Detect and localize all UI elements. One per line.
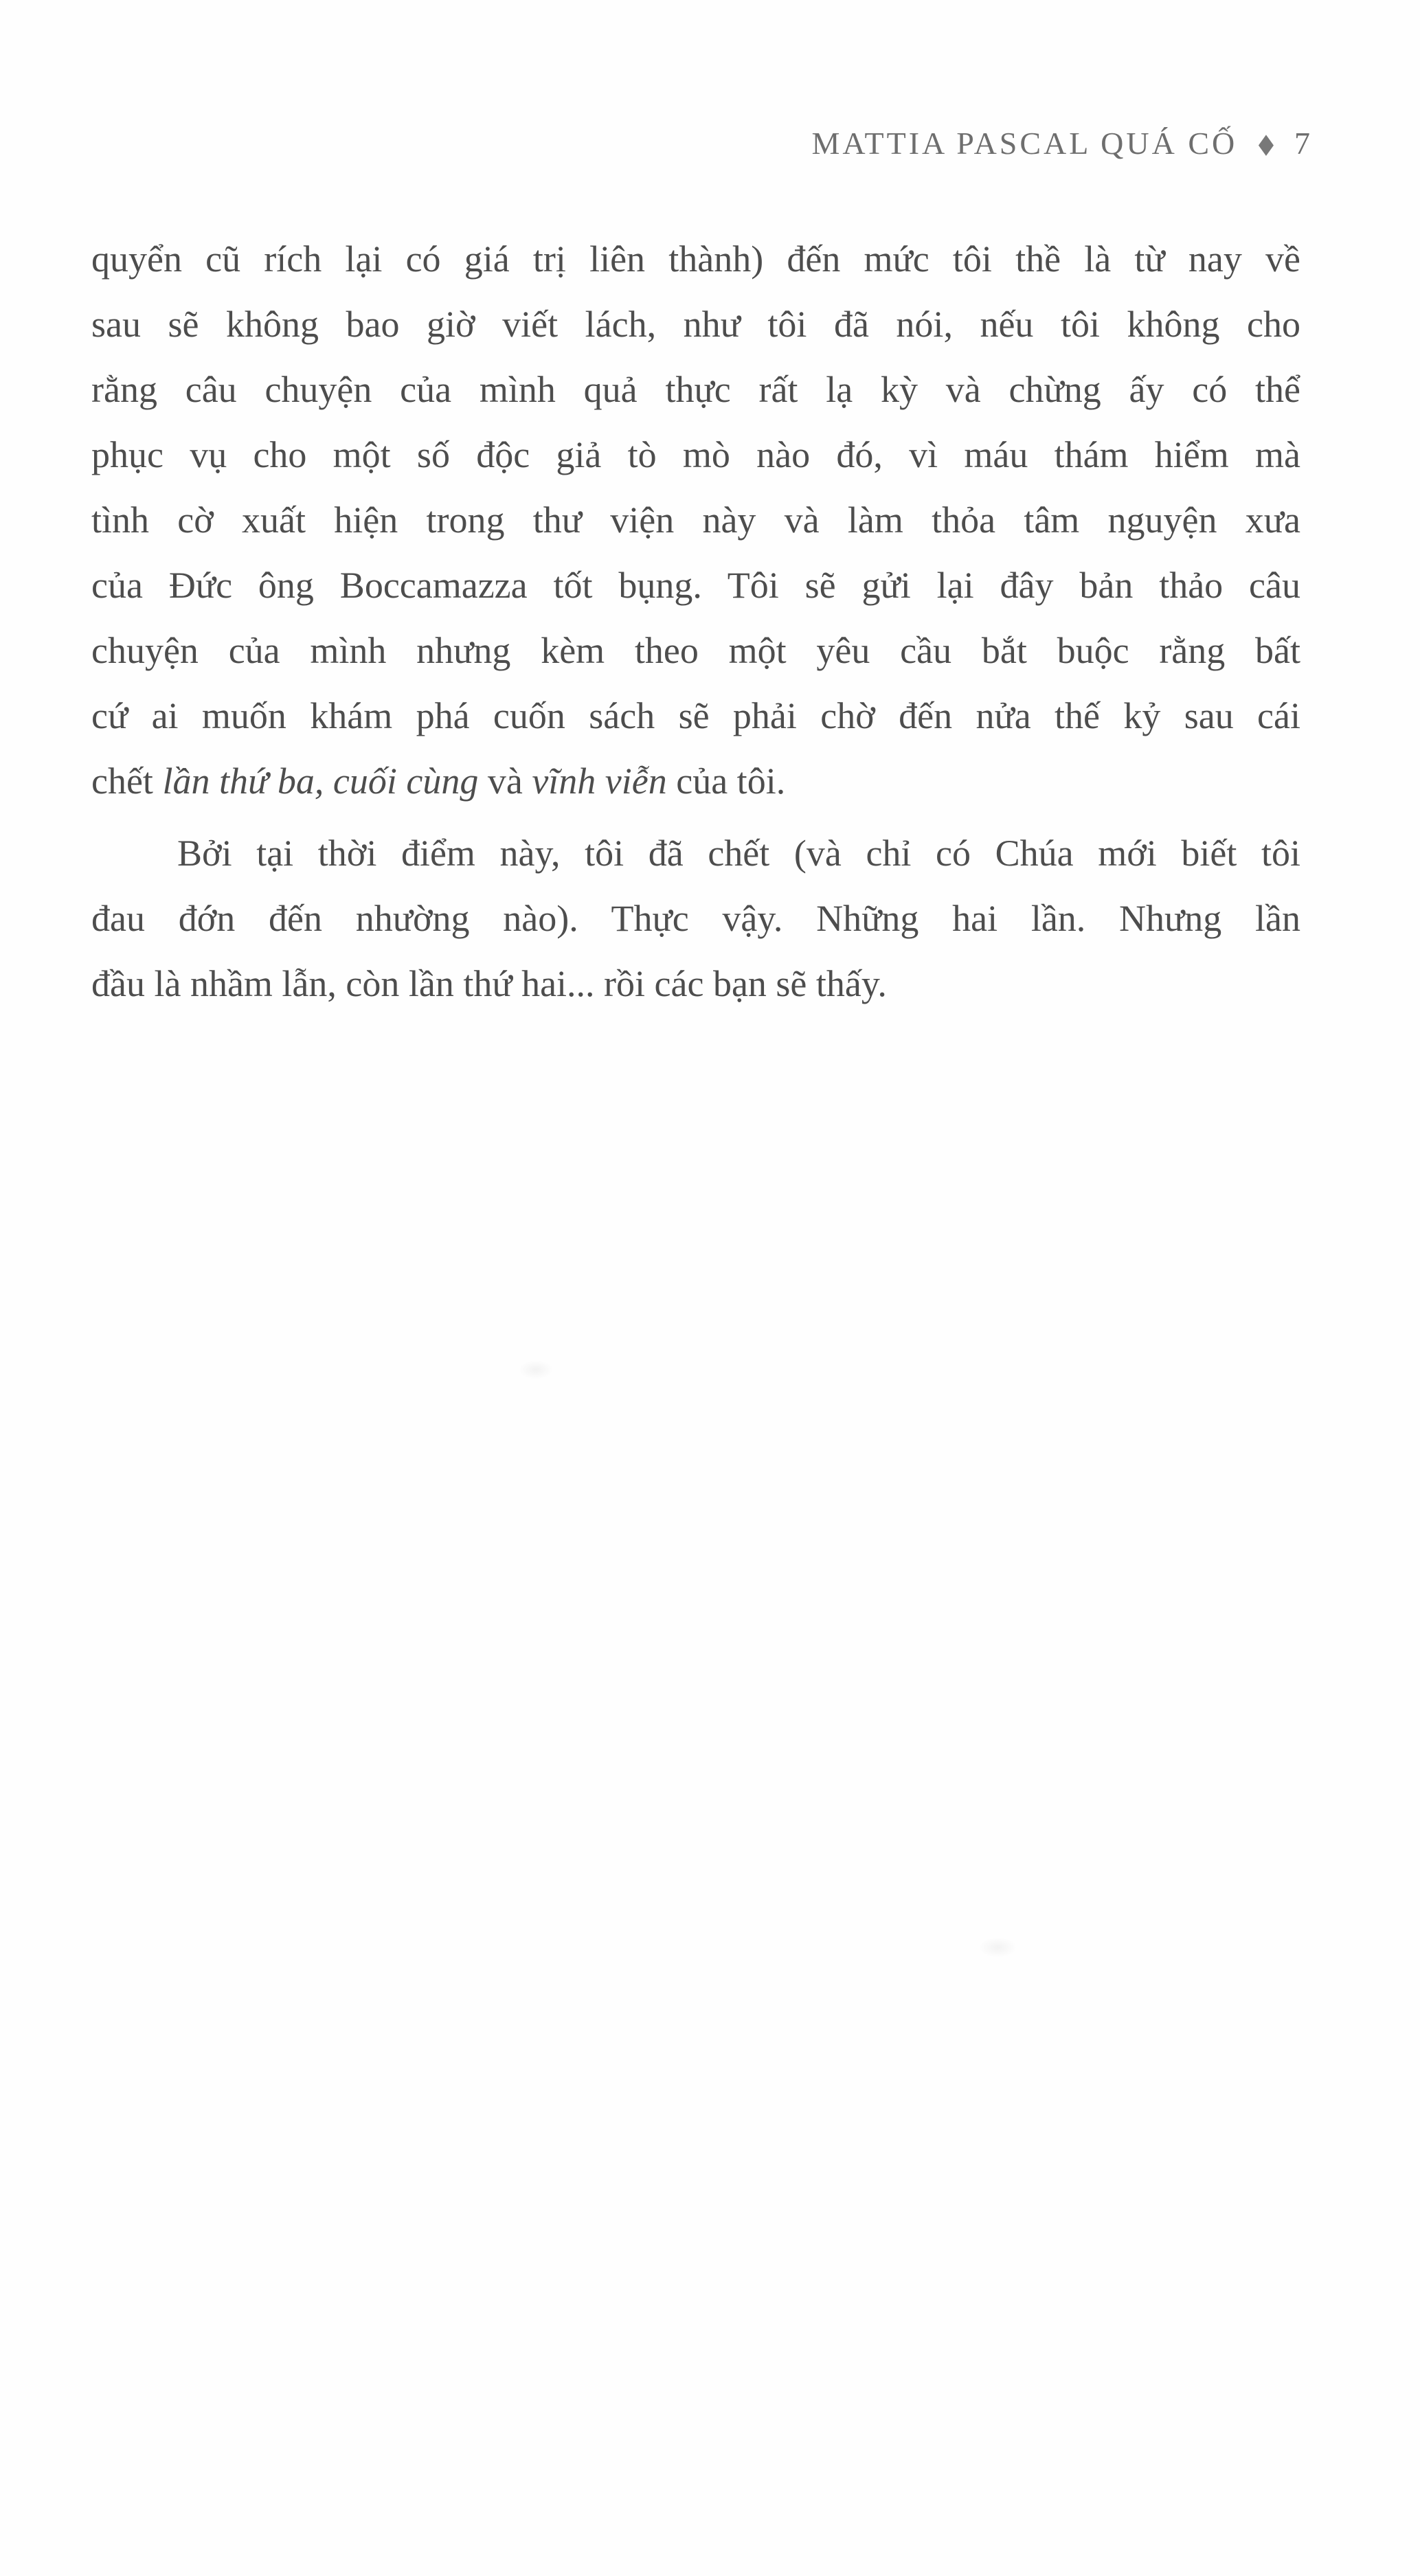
paragraph bbox=[91, 227, 1300, 814]
diamond-separator-icon: ◆ bbox=[1259, 128, 1276, 159]
text-line bbox=[91, 357, 1300, 422]
text-line bbox=[91, 618, 1300, 683]
text-segment: chuyện của mình nhưng kèm theo một yêu cầu bắt buộc rằng bất bbox=[91, 630, 1300, 671]
text-segment: đau đớn đến nhường nào). Thực vậy. Những hai lần. Nhưng lần bbox=[91, 898, 1300, 939]
text-line bbox=[91, 749, 1300, 814]
text-segment: tình cờ xuất hiện trong thư viện này và làm thỏa tâm nguyện xưa bbox=[91, 499, 1300, 541]
text-segment: phục vụ cho một số độc giả tò mò nào đó, vì máu thám hiểm mà bbox=[91, 434, 1300, 475]
text-line bbox=[91, 422, 1300, 488]
emphasized-text: vĩnh viễn bbox=[532, 760, 667, 802]
scan-smudge bbox=[979, 1937, 1017, 1958]
body-text bbox=[91, 227, 1300, 1017]
text-line bbox=[91, 227, 1300, 292]
scan-smudge bbox=[519, 1360, 553, 1379]
text-line bbox=[91, 553, 1300, 618]
text-segment: đầu là nhầm lẫn, còn lần thứ hai... rồi các bạn sẽ thấy. bbox=[91, 963, 887, 1004]
text-segment: và bbox=[478, 760, 532, 802]
text-line bbox=[91, 488, 1300, 553]
text-segment: của tôi. bbox=[666, 760, 786, 802]
text-line bbox=[91, 821, 1300, 886]
text-segment: của Đức ông Boccamazza tốt bụng. Tôi sẽ gửi lại đây bản thảo câu bbox=[91, 565, 1300, 606]
text-line bbox=[91, 951, 1300, 1017]
text-segment: quyển cũ rích lại có giá trị liên thành) đến mức tôi thề là từ nay về bbox=[91, 238, 1300, 280]
text-segment: Bởi tại thời điểm này, tôi đã chết (và chỉ có Chúa mới biết tôi bbox=[177, 833, 1300, 874]
running-header bbox=[811, 125, 1310, 161]
page-number: 7 bbox=[1294, 126, 1310, 161]
header-book-title: MATTIA PASCAL QUÁ CỐ bbox=[811, 126, 1238, 161]
paragraph bbox=[91, 821, 1300, 1017]
text-segment: rằng câu chuyện của mình quả thực rất lạ kỳ và chừng ấy có thể bbox=[91, 369, 1300, 410]
text-line bbox=[91, 886, 1300, 951]
text-segment: sau sẽ không bao giờ viết lách, như tôi đã nói, nếu tôi không cho bbox=[91, 304, 1300, 345]
text-segment: cứ ai muốn khám phá cuốn sách sẽ phải chờ đến nửa thế kỷ sau cái bbox=[91, 695, 1300, 736]
text-segment: chết bbox=[91, 760, 163, 802]
text-line bbox=[91, 683, 1300, 749]
emphasized-text: lần thứ ba, cuối cùng bbox=[162, 760, 479, 802]
text-line bbox=[91, 292, 1300, 357]
